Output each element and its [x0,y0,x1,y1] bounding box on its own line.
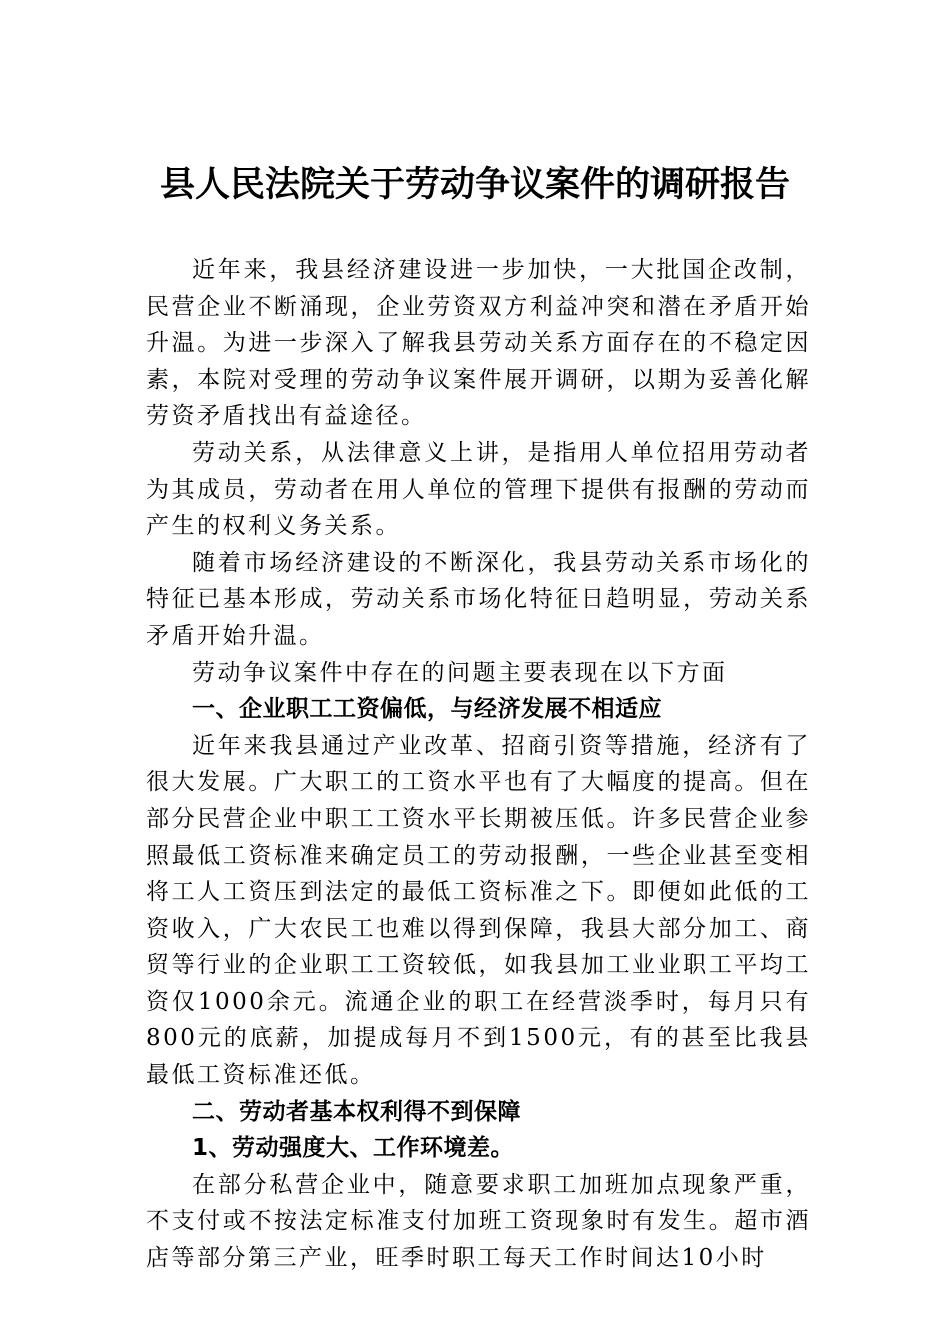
document-title: 县人民法院关于劳动争议案件的调研报告 [159,164,790,205]
section-2-subheading: 1、劳动强度大、工作环境差。 [192,1135,515,1162]
section-2-paragraph: 在部分私营企业中，随意要求职工加班加点现象严重，不支付或不按法定标准支付加班工资现象时有发生。超市酒店等部分第三产业，旺季时职工每天工作时间达10小时 [146,1171,811,1272]
problems-intro-paragraph: 劳动争议案件中存在的问题主要表现在以下方面 [192,659,728,686]
section-1-heading: 一、企业职工工资偏低，与经济发展不相适应 [192,696,662,723]
section-2-heading: 二、劳动者基本权利得不到保障 [192,1098,521,1125]
intro-paragraph: 近年来，我县经济建设进一步加快，一大批国企改制，民营企业不断涌现，企业劳资双方利益冲突和潜在矛盾开始升温。为进一步深入了解我县劳动关系方面存在的不稳定因素，本院对受理的劳动争议案件展开调研，以期为妥善化解劳资矛盾找出有益途径。 [146,257,811,430]
trend-paragraph: 随着市场经济建设的不断深化，我县劳动关系市场化的特征已基本形成，劳动关系市场化特征日趋明显，劳动关系矛盾开始升温。 [146,549,811,649]
definition-paragraph: 劳动关系，从法律意义上讲，是指用人单位招用劳动者为其成员，劳动者在用人单位的管理下提供有报酬的劳动而产生的权利义务关系。 [146,439,811,540]
document-body [146,252,811,1277]
section-1-paragraph: 近年来我县通过产业改革、招商引资等措施，经济有了很大发展。广大职工的工资水平也有了大幅度的提高。但在部分民营企业中职工工资水平长期被压低。许多民营企业参照最低工资标准来确定员工的劳动报酬，一些企业甚至变相将工人工资压到法定的最低工资标准之下。即便如此低的工资收入，广大农民工也难以得到保障，我县大部分加工、商贸等行业的企业职工工资较低，如我县加工业业职工平均工资仅1000余元。流通企业的职工在经营淡季时，每月只有800元的底薪，加提成每月不到1500元，有的甚至比我县最低工资标准还低。 [146,732,811,1089]
